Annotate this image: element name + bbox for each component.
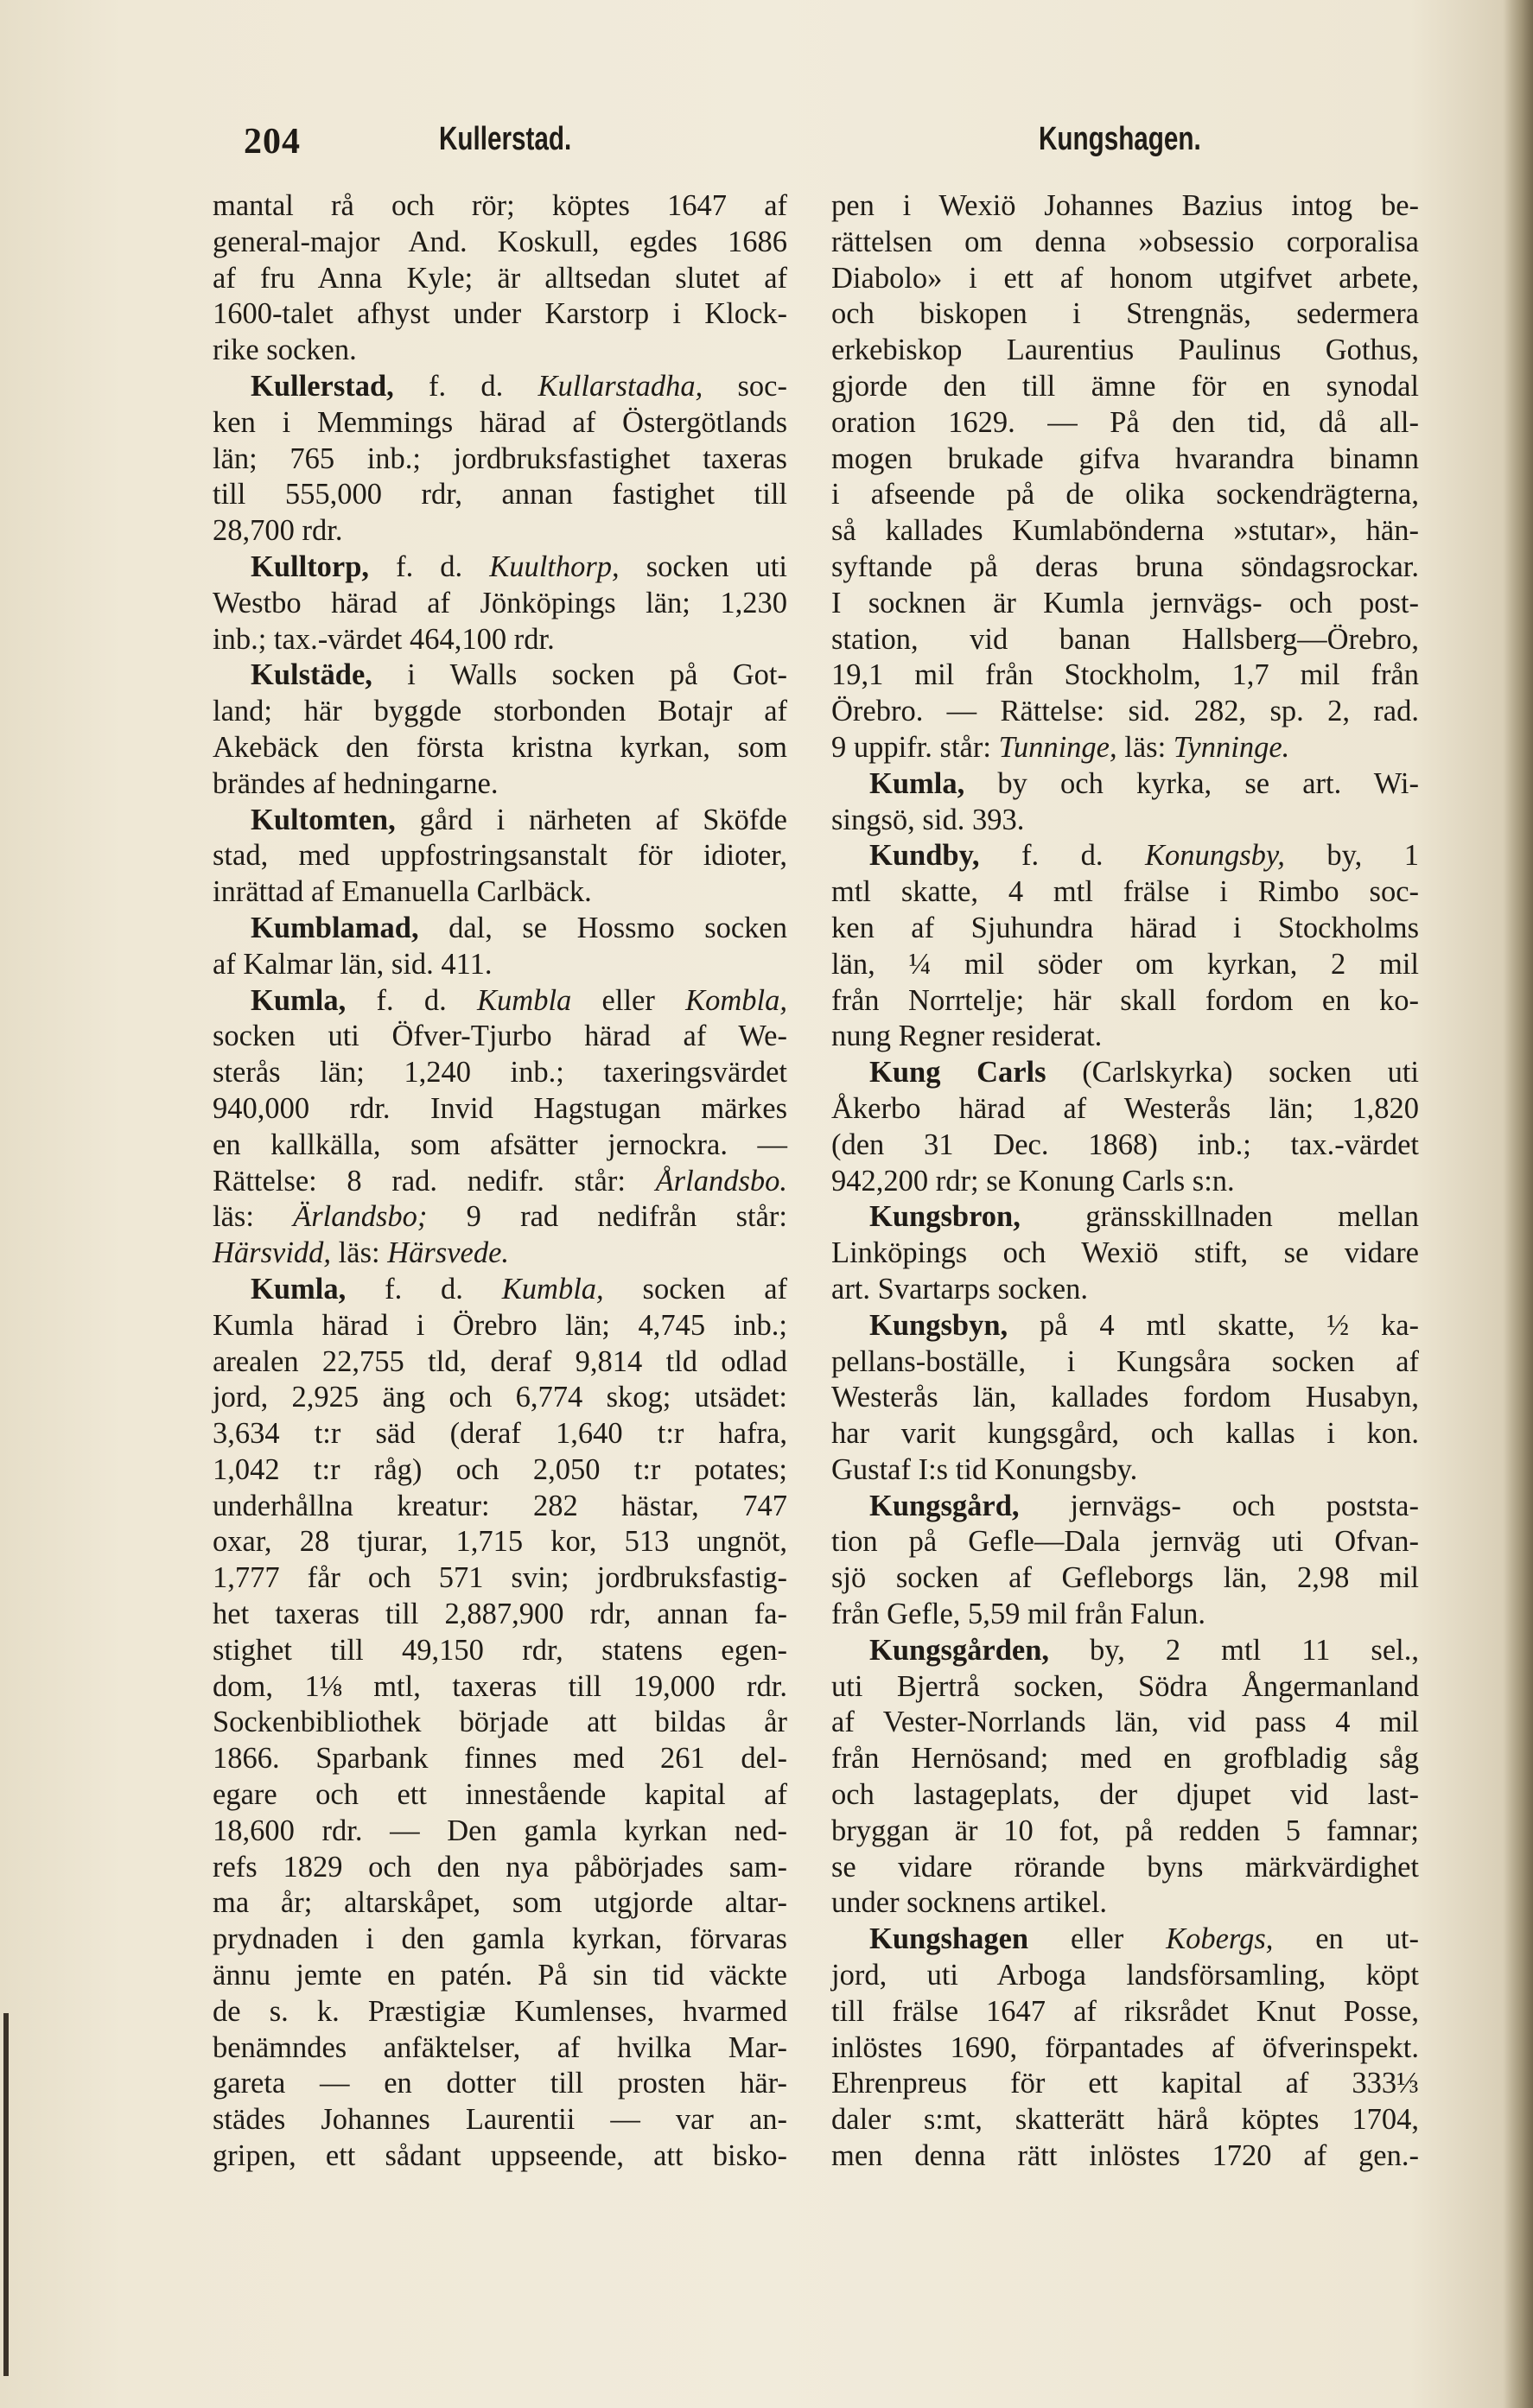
text-run: f. d.: [346, 1272, 502, 1306]
text-line: [831, 2138, 1419, 2175]
entry-headword: Kumla,: [251, 983, 347, 1017]
text-run: syftande på deras bruna söndagsrockar.: [831, 550, 1419, 583]
text-run: stighet till 49,150 rdr, statens egen-: [213, 1633, 787, 1667]
entry-headword: Kung Carls: [869, 1056, 1046, 1090]
text-line: [831, 911, 1419, 947]
text-line: [831, 225, 1419, 261]
text-line: [213, 803, 787, 839]
text-run: rättelsen om denna »obsessio corporalisa: [831, 225, 1419, 258]
text-line: [213, 1019, 787, 1055]
text-run: land; här byggde storbonden Botajr af: [213, 695, 787, 728]
text-run: men denna rätt inlöstes 1720 af gen.-: [831, 2139, 1419, 2173]
text-line: [831, 1669, 1419, 1706]
text-line: [831, 1091, 1419, 1128]
text-line: [213, 1055, 787, 1091]
text-line: [213, 261, 787, 297]
text-run: ken i Memmings härad af Östergötlands: [213, 405, 787, 439]
italic-term: Härsvede.: [387, 1236, 510, 1270]
entry-headword: Kungsbyn,: [869, 1308, 1008, 1342]
text-run: f. d.: [346, 983, 478, 1017]
text-run: de s. k. Præstigiæ Kumlenses, hvarmed: [213, 1994, 787, 2028]
text-run: Akebäck den första kristna kyrkan, som: [213, 730, 787, 764]
text-line: [831, 513, 1419, 550]
text-line: [831, 442, 1419, 478]
text-line: [213, 2102, 787, 2138]
text-run: gård i närheten af Sköfde: [395, 803, 787, 836]
text-line: [831, 874, 1419, 911]
text-run: dom, 1⅛ mtl, taxeras till 19,000 rdr.: [213, 1669, 787, 1703]
text-run: 18,600 rdr. — Den gamla kyrkan ned-: [213, 1814, 787, 1847]
text-run: eller: [571, 983, 686, 1017]
text-run: prydnaden i den gamla kyrkan, förvaras: [213, 1922, 787, 1956]
text-line: [831, 1777, 1419, 1814]
italic-term: Kuulthorp,: [489, 550, 620, 583]
text-run: ma år; altarskåpet, som utgjorde altar-: [213, 1886, 787, 1920]
text-run: inb.; tax.-värdet 464,100 rdr.: [213, 622, 555, 656]
text-line: [213, 586, 787, 622]
text-run: I socknen är Kumla jernvägs- och post-: [831, 586, 1419, 619]
right-text-column: [831, 188, 1419, 2175]
text-run: sjö socken af Gefleborgs län, 2,98 mil: [831, 1561, 1419, 1595]
entry-headword: Kumblamad,: [251, 911, 419, 944]
text-line: [213, 730, 787, 766]
entry-headword: Kultomten,: [251, 803, 396, 836]
text-line: [831, 1380, 1419, 1416]
text-line: [213, 1994, 787, 2030]
text-run: jord, uti Arboga landsförsamling, köpt: [831, 1959, 1419, 1992]
text-line: [213, 1091, 787, 1128]
text-run: ännu jemte en patén. På sin tid väckte: [213, 1959, 787, 1992]
entry-headword: Kungsgården,: [869, 1633, 1050, 1667]
text-line: [831, 1958, 1419, 1994]
text-run: 940,000 rdr. Invid Hagstugan märkes: [213, 1091, 787, 1125]
text-line: [831, 2030, 1419, 2067]
text-run: art. Svartarps socken.: [831, 1272, 1088, 1306]
text-line: [213, 296, 787, 333]
entry-headword: Kungsbron,: [869, 1200, 1021, 1234]
text-line: [831, 333, 1419, 369]
italic-term: Härsvidd,: [213, 1236, 332, 1270]
italic-term: Kumbla: [477, 983, 572, 1017]
text-run: 1866. Sparbank finnes med 261 del-: [213, 1742, 787, 1776]
text-run: 1,777 får och 571 svin; jordbruksfastig-: [213, 1561, 787, 1595]
text-line: [213, 2066, 787, 2102]
text-run: Ehrenpreus för ett kapital af 333⅓: [831, 2067, 1419, 2100]
text-line: [831, 586, 1419, 622]
text-run: Sockenbibliothek började att bildas år: [213, 1706, 787, 1739]
text-run: erkebiskop Laurentius Paulinus Gothus,: [831, 334, 1419, 367]
italic-term: Tynninge.: [1173, 730, 1290, 764]
text-line: [831, 261, 1419, 297]
text-run: general-major And. Koskull, egdes 1686: [213, 225, 787, 258]
text-run: rike socken.: [213, 334, 357, 367]
entry-headword: Kulstäde,: [251, 658, 372, 692]
text-run: mtl skatte, 4 mtl frälse i Rimbo soc-: [831, 875, 1419, 909]
text-line: [831, 1994, 1419, 2030]
running-head-right: Kungshagen.: [1039, 121, 1201, 157]
text-run: by, 2 mtl 11 sel.,: [1049, 1633, 1419, 1667]
text-run: f. d.: [369, 550, 490, 583]
text-run: i afseende på de olika sockendrägterna,: [831, 478, 1419, 511]
text-run: gränsskillnaden mellan: [1020, 1200, 1419, 1234]
text-line: [831, 1885, 1419, 1922]
text-line: [831, 477, 1419, 513]
text-line: [831, 550, 1419, 586]
text-run: 1,042 t:r råg) och 2,050 t:r potates;: [213, 1452, 787, 1486]
text-line: [831, 1416, 1419, 1452]
text-line: [213, 1524, 787, 1560]
text-run: mantal rå och rör; köptes 1647 af: [213, 189, 787, 222]
italic-term: Konungsby,: [1144, 839, 1285, 873]
text-run: läs:: [331, 1236, 388, 1270]
text-run: eller: [1028, 1922, 1167, 1956]
text-line: [831, 1633, 1419, 1669]
text-line: [213, 1777, 787, 1814]
text-line: [831, 1814, 1419, 1850]
text-run: socken uti Öfver-Tjurbo härad af We-: [213, 1020, 787, 1053]
text-line: [213, 369, 787, 405]
text-run: i Walls socken på Got-: [372, 658, 787, 692]
text-line: [831, 983, 1419, 1020]
entry-headword: Kulltorp,: [251, 550, 370, 583]
text-run: singsö, sid. 393.: [831, 803, 1025, 836]
text-run: läs:: [213, 1200, 294, 1234]
text-line: [213, 622, 787, 658]
text-run: pen i Wexiö Johannes Bazius intog be-: [831, 189, 1419, 222]
italic-term: Kombla,: [685, 983, 787, 1017]
text-run: uti Bjertrå socken, Södra Ångermanland: [831, 1669, 1419, 1703]
italic-term: Kullarstadha,: [538, 369, 703, 403]
text-line: [831, 1164, 1419, 1200]
text-run: nung Regner residerat.: [831, 1020, 1103, 1053]
page-header: [0, 121, 1533, 173]
text-run: på 4 mtl skatte, ½ ka-: [1008, 1308, 1419, 1342]
text-run: pellans-boställe, i Kungsåra socken af: [831, 1344, 1419, 1378]
text-run: af Kalmar län, sid. 411.: [213, 947, 493, 981]
text-run: arealen 22,755 tld, deraf 9,814 tld odlad: [213, 1344, 787, 1378]
text-line: [831, 1308, 1419, 1344]
text-run: 3,634 t:r säd (deraf 1,640 t:r hafra,: [213, 1417, 787, 1451]
italic-term: Ärlandsbo;: [293, 1200, 428, 1234]
text-line: [831, 2102, 1419, 2138]
text-run: Linköpings och Wexiö stift, se vidare: [831, 1236, 1419, 1270]
text-line: [831, 694, 1419, 730]
entry-headword: Kumla,: [869, 766, 965, 800]
text-run: daler s:mt, skatterätt härå köptes 1704,: [831, 2103, 1419, 2137]
text-run: en kallkälla, som afsätter jernockra. —: [213, 1128, 787, 1161]
text-run: län; 765 inb.; jordbruksfastighet taxeras: [213, 442, 787, 475]
text-line: [831, 2066, 1419, 2102]
text-line: [831, 296, 1419, 333]
text-run: till 555,000 rdr, annan fastighet till: [213, 478, 787, 511]
text-line: [213, 983, 787, 1020]
text-line: [213, 2138, 787, 2175]
text-run: läs:: [1116, 730, 1174, 764]
text-run: 9 rad nedifrån står:: [427, 1200, 787, 1234]
text-run: brändes af hedningarne.: [213, 766, 499, 800]
text-run: oration 1629. — På den tid, då all-: [831, 405, 1419, 439]
text-run: mogen brukade gifva hvarandra binamn: [831, 442, 1419, 475]
text-run: 19,1 mil från Stockholm, 1,7 mil från: [831, 658, 1419, 692]
text-run: dal, se Hossmo socken: [418, 911, 787, 944]
text-run: af Vester-Norrlands län, vid pass 4 mil: [831, 1706, 1419, 1739]
text-run: (Carlskyrka) socken uti: [1046, 1056, 1420, 1090]
text-line: [831, 658, 1419, 694]
text-line: [831, 766, 1419, 803]
text-line: [213, 442, 787, 478]
italic-term: Tunninge,: [998, 730, 1117, 764]
text-line: [831, 1741, 1419, 1777]
text-line: [213, 188, 787, 225]
text-run: län, ¼ mil söder om kyrkan, 2 mil: [831, 947, 1419, 981]
text-run: 942,200 rdr; se Konung Carls s:n.: [831, 1164, 1235, 1198]
text-line: [213, 911, 787, 947]
text-line: [831, 1850, 1419, 1886]
text-line: [213, 477, 787, 513]
text-line: [213, 1741, 787, 1777]
text-line: [213, 947, 787, 983]
text-run: socken af: [603, 1272, 787, 1306]
text-run: se vidare rörande byns märkvärdighet: [831, 1850, 1419, 1884]
text-line: [831, 947, 1419, 983]
text-line: [831, 1489, 1419, 1525]
text-line: [213, 1669, 787, 1706]
text-line: [213, 1922, 787, 1958]
text-run: by, 1: [1284, 839, 1419, 873]
text-run: bryggan är 10 fot, på redden 5 famnar;: [831, 1814, 1419, 1847]
text-line: [213, 2030, 787, 2067]
text-line: [831, 1344, 1419, 1381]
text-line: [831, 803, 1419, 839]
text-line: [831, 1272, 1419, 1308]
text-run: f. d.: [979, 839, 1145, 873]
text-line: [213, 225, 787, 261]
text-run: ken af Sjuhundra härad i Stockholms: [831, 911, 1419, 944]
text-run: under socknens artikel.: [831, 1886, 1108, 1920]
text-line: [831, 1055, 1419, 1091]
text-run: Westerås län, kallades fordom Husabyn,: [831, 1381, 1419, 1414]
text-line: [831, 1597, 1419, 1633]
text-line: [831, 1922, 1419, 1958]
text-line: [831, 369, 1419, 405]
page-edge-mark: [3, 2013, 9, 2376]
text-run: socken uti: [619, 550, 787, 583]
text-run: gjorde den till ämne för en synodal: [831, 369, 1419, 403]
entry-headword: Kungsgård,: [869, 1489, 1020, 1522]
text-line: [213, 1560, 787, 1597]
text-run: Westbo härad af Jönköpings län; 1,230: [213, 586, 787, 619]
text-run: och biskopen i Strengnäs, sedermera: [831, 297, 1419, 331]
text-line: [213, 658, 787, 694]
text-line: [213, 1236, 787, 1272]
text-run: het taxeras till 2,887,900 rdr, annan fa-: [213, 1598, 787, 1631]
text-run: så kallades Kumlabönderna »stutar», hän-: [831, 514, 1419, 548]
text-line: [831, 1128, 1419, 1164]
text-run: Rättelse: 8 rad. nedifr. står:: [213, 1164, 656, 1198]
text-run: städes Johannes Laurentii — var an-: [213, 2103, 787, 2137]
text-run: och lastageplats, der djupet vid last-: [831, 1778, 1419, 1812]
text-line: [213, 1489, 787, 1525]
text-run: har varit kungsgård, och kallas i kon.: [831, 1417, 1419, 1451]
text-run: från Hernösand; med en grofbladig såg: [831, 1742, 1419, 1776]
text-line: [831, 405, 1419, 442]
text-line: [213, 405, 787, 442]
binding-shadow: [1504, 0, 1533, 2408]
text-line: [213, 1416, 787, 1452]
text-run: Kumla härad i Örebro län; 4,745 inb.;: [213, 1308, 787, 1342]
italic-term: Årlandsbo.: [655, 1164, 787, 1198]
text-line: [831, 1524, 1419, 1560]
text-run: gripen, ett sådant uppseende, att bisko-: [213, 2139, 787, 2173]
running-head-left: Kullerstad.: [439, 121, 572, 157]
text-run: 1600-talet afhyst under Karstorp i Klock-: [213, 297, 787, 331]
text-run: Diabolo» i ett af honom utgifvet arbete,: [831, 261, 1419, 295]
text-run: 28,700 rdr.: [213, 514, 343, 548]
text-run: inlöstes 1690, förpantades af öfverinspekt.: [831, 2030, 1419, 2064]
text-run: jernvägs- och poststa-: [1019, 1489, 1419, 1522]
text-line: [831, 730, 1419, 766]
text-run: Gustaf I:s tid Konungsby.: [831, 1452, 1138, 1486]
text-line: [831, 1452, 1419, 1489]
text-line: [213, 1164, 787, 1200]
text-run: oxar, 28 tjurar, 1,715 kor, 513 ungnöt,: [213, 1525, 787, 1559]
entry-headword: Kundby,: [869, 839, 980, 873]
text-run: underhållna kreatur: 282 hästar, 747: [213, 1489, 787, 1522]
italic-term: Kumbla,: [501, 1272, 604, 1306]
text-line: [213, 1344, 787, 1381]
text-run: Örebro. — Rättelse: sid. 282, sp. 2, rad.: [831, 695, 1419, 728]
text-line: [213, 550, 787, 586]
text-line: [213, 1272, 787, 1308]
text-run: (den 31 Dec. 1868) inb.; tax.-värdet: [831, 1128, 1419, 1161]
text-run: jord, 2,925 äng och 6,774 skog; utsädet:: [213, 1381, 787, 1414]
text-line: [213, 333, 787, 369]
text-line: [213, 1705, 787, 1741]
text-line: [213, 1308, 787, 1344]
entry-headword: Kumla,: [251, 1272, 347, 1306]
text-line: [831, 622, 1419, 658]
text-line: [831, 1560, 1419, 1597]
text-run: till frälse 1647 af riksrådet Knut Posse,: [831, 1994, 1419, 2028]
text-line: [213, 1958, 787, 1994]
text-line: [831, 1019, 1419, 1055]
text-run: station, vid banan Hallsberg—Örebro,: [831, 622, 1419, 656]
text-run: f. d.: [393, 369, 538, 403]
text-run: stad, med uppfostringsanstalt för idioter,: [213, 839, 787, 873]
text-run: från Gefle, 5,59 mil från Falun.: [831, 1598, 1206, 1631]
text-run: inrättad af Emanuella Carlbäck.: [213, 875, 592, 909]
text-run: en ut-: [1273, 1922, 1419, 1956]
text-run: 9 uppifr. står:: [831, 730, 999, 764]
text-line: [213, 1380, 787, 1416]
text-line: [213, 874, 787, 911]
text-run: refs 1829 och den nya påbörjades sam-: [213, 1850, 787, 1884]
text-line: [213, 838, 787, 874]
text-line: [213, 766, 787, 803]
text-line: [831, 838, 1419, 874]
entry-headword: Kullerstad,: [251, 369, 394, 403]
text-run: benämndes anfäktelser, af hvilka Mar-: [213, 2030, 787, 2064]
text-run: tion på Gefle—Dala jernväg uti Ofvan-: [831, 1525, 1419, 1559]
text-line: [831, 188, 1419, 225]
text-line: [213, 694, 787, 730]
text-line: [213, 1597, 787, 1633]
text-run: egare och ett innestående kapital af: [213, 1778, 787, 1812]
text-line: [831, 1705, 1419, 1741]
text-run: af fru Anna Kyle; är alltsedan slutet af: [213, 261, 787, 295]
text-run: Åkerbo härad af Westerås län; 1,820: [831, 1091, 1419, 1125]
text-run: soc-: [703, 369, 787, 403]
text-line: [213, 1452, 787, 1489]
text-run: by och kyrka, se art. Wi-: [964, 766, 1419, 800]
text-run: gareta — en dotter till prosten här-: [213, 2067, 787, 2100]
text-run: från Norrtelje; här skall fordom en ko-: [831, 983, 1419, 1017]
left-text-column: [213, 188, 787, 2175]
entry-headword: Kungshagen: [869, 1922, 1029, 1956]
italic-term: Kobergs,: [1166, 1922, 1274, 1956]
text-line: [213, 1885, 787, 1922]
text-line: [213, 1199, 787, 1236]
text-line: [831, 1199, 1419, 1236]
text-line: [831, 1236, 1419, 1272]
text-line: [213, 1633, 787, 1669]
text-line: [213, 1850, 787, 1886]
text-line: [213, 513, 787, 550]
text-line: [213, 1814, 787, 1850]
text-line: [213, 1128, 787, 1164]
page-number: 204: [244, 122, 301, 162]
text-run: sterås län; 1,240 inb.; taxeringsvärdet: [213, 1056, 787, 1090]
